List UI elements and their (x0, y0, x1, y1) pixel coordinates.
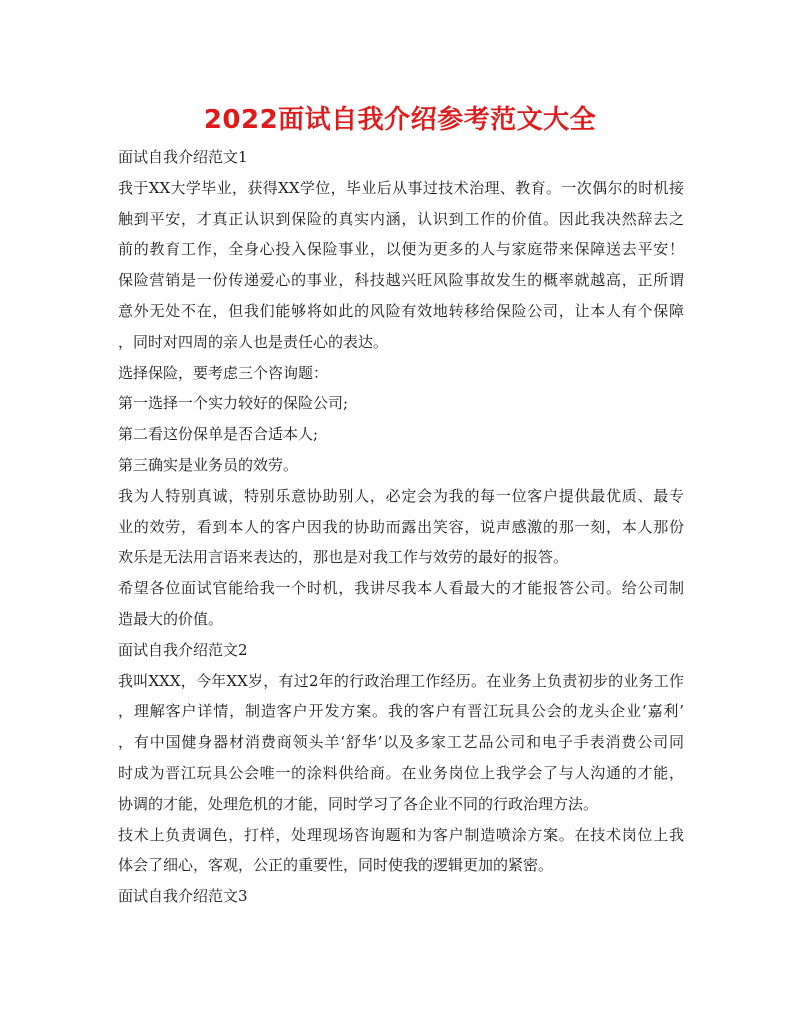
text-line: 第三确实是业务员的效劳。 (118, 455, 299, 474)
text-line: 第一选择一个实力较好的保险公司; (118, 394, 349, 413)
text-line: ，有中国健身器材消费商领头羊‘舒华’以及多家工艺品公司和电子手表消费公司同 (118, 733, 684, 752)
text-line: 触到平安，才真正认识到保险的真实内涵，认识到工作的价值。因此我决然辞去之 (118, 209, 684, 228)
text-line: 希望各位面试官能给我一个时机，我讲尽我本人看最大的才能报答公司。给公司制 (118, 579, 684, 598)
text-line: 面试自我介绍范文1 (118, 148, 248, 166)
document-body (118, 142, 684, 912)
text-line: 面试自我介绍范文3 (118, 887, 248, 906)
text-line: 我叫XXX，今年XX岁，有过2年的行政治理工作经历。在业务上负责初步的业务工作 (118, 671, 684, 690)
text-line: ，理解客户详情，制造客户开发方案。我的客户有晋江玩具公会的龙头企业‘嘉利’ (118, 702, 684, 721)
text-line: 第二看这份保单是否合适本人; (118, 425, 319, 444)
text-line: 我为人特别真诚，特别乐意协助别人，必定会为我的每一位客户提供最优质、最专 (118, 486, 684, 505)
text-line: 欢乐是无法用言语来表达的，那也是对我工作与效劳的最好的报答。 (118, 548, 569, 567)
text-line: 面试自我介绍范文2 (118, 640, 248, 659)
text-line: 意外无处不在，但我们能够将如此的风险有效地转移给保险公司，让本人有个保障 (118, 301, 684, 320)
text-line: 时成为晋江玩具公会唯一的涂料供给商。在业务岗位上我学会了与人沟通的才能， (118, 763, 684, 782)
text-line: ，同时对四周的亲人也是责任心的表达。 (118, 332, 389, 351)
text-line: 选择保险，要考虑三个咨询题： (118, 363, 329, 382)
text-line: 业的效劳，看到本人的客户因我的协助而露出笑容，说声感激的那一刻，本人那份 (118, 517, 684, 536)
document-title: 2022面试自我介绍参考范文大全 (203, 105, 597, 135)
text-line: 保险营销是一份传递爱心的事业，科技越兴旺风险事故发生的概率就越高，正所谓 (118, 271, 684, 290)
text-line: 技术上负责调色，打样，处理现场咨询题和为客户制造喷涂方案。在技术岗位上我 (118, 825, 684, 844)
text-line: 我于XX大学毕业，获得XX学位，毕业后从事过技术治理、教育。一次偶尔的时机接 (118, 178, 684, 197)
text-line: 造最大的价值。 (118, 609, 224, 628)
text-line: 协调的才能，处理危机的才能，同时学习了各企业不同的行政治理方法。 (118, 794, 599, 813)
text-line: 前的教育工作，全身心投入保险事业，以便为更多的人与家庭带来保障送去平安！ (118, 240, 684, 259)
text-line: 体会了细心，客观，公正的重要性，同时使我的逻辑更加的紧密。 (118, 856, 554, 875)
